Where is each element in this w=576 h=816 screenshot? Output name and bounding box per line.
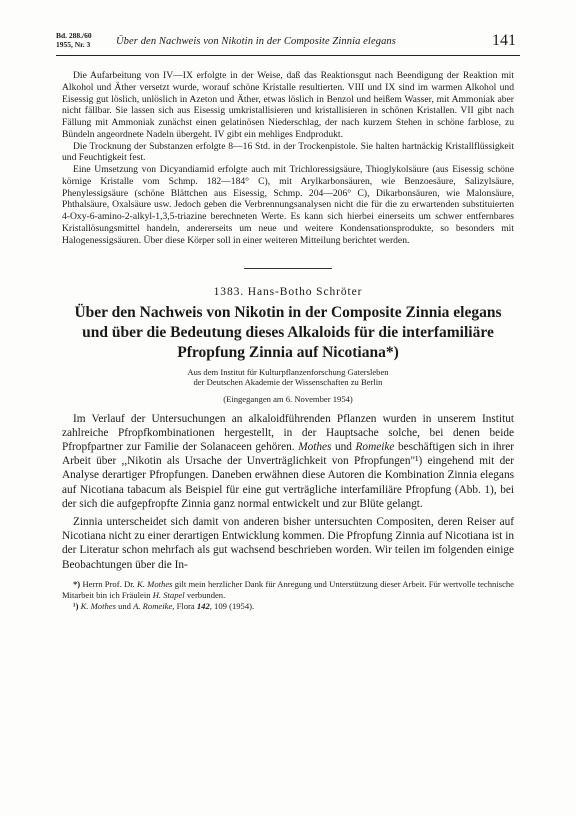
institute-line-1: Aus dem Institut für Kulturpflanzenforschung Gatersleben — [187, 367, 389, 378]
text-run: Im Verlauf der Untersuchungen an alkaloidführenden Pflanzen wurden in unserem Institut zahlreiche Pfropfkombinationen hergestellt, in der Hauptsache solche, bei denen beide Pfropfpartner zur Familie der Solanaceen gehören. — [62, 412, 514, 454]
article-title: Über den Nachweis von Nikotin in der Composite Zinnia elegans und über die Bedeutung dieses Alkaloids für die interfamiliäre Pfropfung Zinnia auf Nicotiana*) — [74, 304, 502, 362]
text-run: gilt mein herzlicher Dank für Anregung und Unterstützung dieser Arbeit. Für wertvolle technische Mitarbeit bin ich Fräulein — [62, 578, 515, 600]
continued-paragraph-3: Eine Umsetzung von Dicyandiamid erfolgte auch mit Trichloressigsäure, Thioglykolsäure (aus Eisessig schöne körnige Kristalle vom Schmp. 182—184° C), mit Arylkarbonsäuren, wie Benzoesäure, Salizylsäure, Phenylessigsäure (schöne Blättchen aus Eisessig, Schmp. 204—206° C), Dikarbonsäuren, wie Malonsäure, Phthalsäure, Oxalsäure usw. Jedoch geben die Verbrennungsanalysen nicht die für die zu erwartenden substituierten 4-Oxy-6-amino-2-alkyl-1,3,5-triazine berechneten Werte. Es kann sich hierbei einerseits um schwer entfernbares Kristallösungsmittel handeln, andererseits um neue und weitere Kondensationsprodukte, so besonders mit Halogenessigsäuren. Über diese Körper soll in einer weiteren Mitteilung berichtet werden. — [62, 164, 514, 246]
text-run: und — [115, 600, 134, 611]
institute-line-2: der Deutschen Akademie der Wissenschaften zu Berlin — [193, 377, 383, 388]
received-date: (Eingegangen am 6. November 1954) — [223, 393, 353, 404]
footnote-2 — [62, 601, 514, 612]
continued-paragraph-1: Die Aufarbeitung von IV—IX erfolgte in der Weise, daß das Reaktionsgut nach Beendigung der Reaktion mit Alkohol und Äther versetzt wurde, worauf schöne Kristalle resultierten. VIII und IX sind im warmen Alkohol und Eisessig gut löslich, unlöslich in Azeton und Äther, etwas löslich in Benzol und heißem Wasser, mit Ammoniak aber nicht fällbar. Sie lassen sich aus Eisessig umkristallisieren und kristallisieren in schönen Kristallen. VII gibt nach Fällung mit Ammoniak zunächst einen gelatinösen Niederschlag, der nach kurzem Stehen in schöne farblose, zu Bündeln angeordnete Nadeln übergeht. IV gibt ein mehliges Endprodukt. — [62, 70, 514, 140]
text-run: verbunden. — [184, 589, 226, 600]
text-run: beschäftigen sich in ihrer Arbeit über ,,Nikotin als Ursache der Unverträglichkeit von Pfropfungen"¹) eingehend mit der Analyse derartiger Pfropfungen. Daneben erwähnen diese Autoren die Kombination Zinnia elegans auf Nicotiana tabacum als Beispiel für eine gut verträgliche interfamiliäre Pfropfung (Abb. 1), bei der sich die aufgepfropfte Zinnia ganz normal entwickelt und zur Blüte gelangt. — [62, 441, 515, 510]
footnote-1 — [62, 579, 514, 601]
author-ref-mothes: Mothes — [298, 441, 332, 454]
running-header — [56, 31, 520, 56]
volume-info — [56, 31, 92, 49]
article-author: 1383. Hans-Botho Schröter — [213, 286, 363, 299]
text-run: , Flora — [172, 600, 197, 611]
volume-label: Bd. 288./60 — [56, 31, 92, 40]
reference-author: K. Mothes — [80, 600, 116, 611]
page-body — [62, 70, 514, 612]
issue-label: 1955, Nr. 3 — [56, 40, 91, 49]
person-name: K. Mothes — [137, 578, 173, 589]
text-run: Herrn Prof. Dr. — [80, 578, 138, 589]
reference-volume: 142 — [196, 600, 210, 611]
section-separator — [244, 268, 332, 269]
footnote-marker: *) — [73, 578, 81, 589]
article-paragraph-1 — [62, 412, 514, 511]
person-name: H. Stapel — [152, 589, 185, 600]
reference-author: A. Romeike — [133, 600, 173, 611]
author-ref-romeike: Romeike — [355, 441, 395, 454]
continued-paragraph-2: Die Trocknung der Substanzen erfolgte 8—16 Std. in der Trockenpistole. Sie halten hartnäckig Kristallflüssigkeit und Feuchtigkeit fest. — [62, 140, 514, 164]
article-paragraph-2: Zinnia unterscheidet sich damit von anderen bisher untersuchten Compositen, deren Reiser auf Nicotiana nicht zu einer derartigen Entwicklung kommen. Die Pfropfung Zinnia auf Nicotiana ist in der Literatur schon mehrfach als gut wachsend beschrieben worden. Wir teilen im folgenden einige Beobachtungen über die In- — [62, 516, 514, 571]
text-run: und — [331, 441, 356, 454]
text-run: , 109 (1954). — [209, 600, 255, 611]
running-title: Über den Nachweis von Nikotin in der Composite Zinnia elegans — [116, 36, 396, 47]
footnote-marker: ¹) — [73, 600, 79, 611]
page-number: 141 — [492, 32, 516, 49]
